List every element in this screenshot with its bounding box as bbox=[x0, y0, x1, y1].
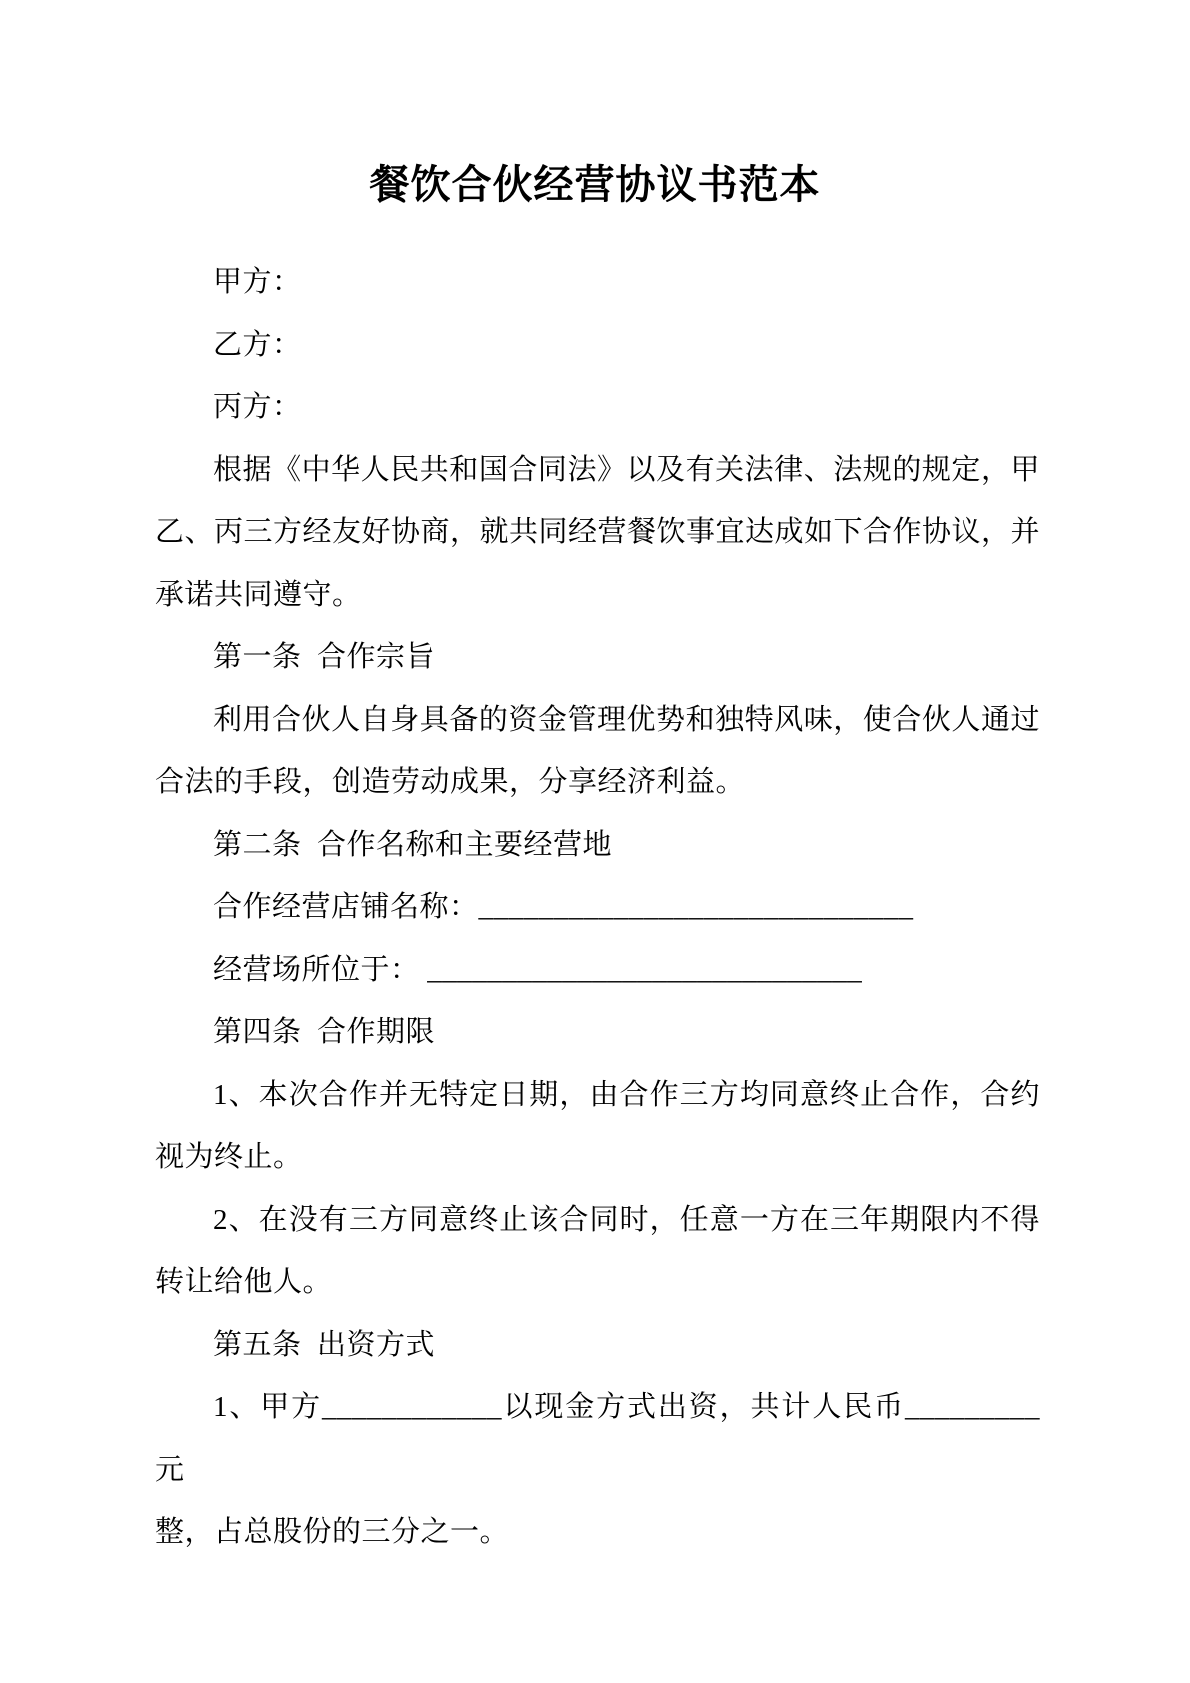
text-line: 经营场所位于： _____________________________ bbox=[213, 953, 863, 986]
text-line: 乙、丙三方经友好协商，就共同经营餐饮事宜达成如下合作协议，并 bbox=[155, 516, 1041, 548]
text-line: 利用合伙人自身具备的资金管理优势和独特风味，使合伙人通过 bbox=[213, 703, 1040, 736]
text-line: 视为终止。 bbox=[155, 1141, 303, 1173]
document-body bbox=[0, 251, 1190, 1564]
text-line: 1、本次合作并无特定日期，由合作三方均同意终止合作，合约 bbox=[213, 1078, 1040, 1111]
text-line: 转让给他人。 bbox=[155, 1266, 333, 1298]
text-line: 1、甲方____________以现金方式出资，共计人民币_________元 bbox=[155, 1391, 1040, 1486]
text-line: 根据《中华人民共和国合同法》以及有关法律、法规的规定，甲 bbox=[213, 453, 1040, 486]
text-line: 合作经营店铺名称：_____________________________ bbox=[213, 891, 914, 923]
text-line: 2、在没有三方同意终止该合同时，任意一方在三年期限内不得 bbox=[213, 1203, 1040, 1236]
text-line: 甲方： bbox=[213, 266, 302, 298]
text-line: 第一条 合作宗旨 bbox=[213, 641, 436, 673]
text-line: 合法的手段，创造劳动成果，分享经济利益。 bbox=[155, 766, 746, 798]
document-title: 餐饮合伙经营协议书范本 bbox=[369, 163, 821, 207]
text-line: 第四条 合作期限 bbox=[213, 1016, 436, 1048]
text-line: 丙方： bbox=[213, 391, 302, 423]
text-line: 第二条 合作名称和主要经营地 bbox=[213, 828, 613, 861]
text-line: 第五条 出资方式 bbox=[213, 1328, 436, 1361]
text-line: 乙方： bbox=[213, 328, 302, 361]
text-line: 承诺共同遵守。 bbox=[155, 578, 362, 611]
text-line: 整，占总股份的三分之一。 bbox=[155, 1516, 510, 1548]
